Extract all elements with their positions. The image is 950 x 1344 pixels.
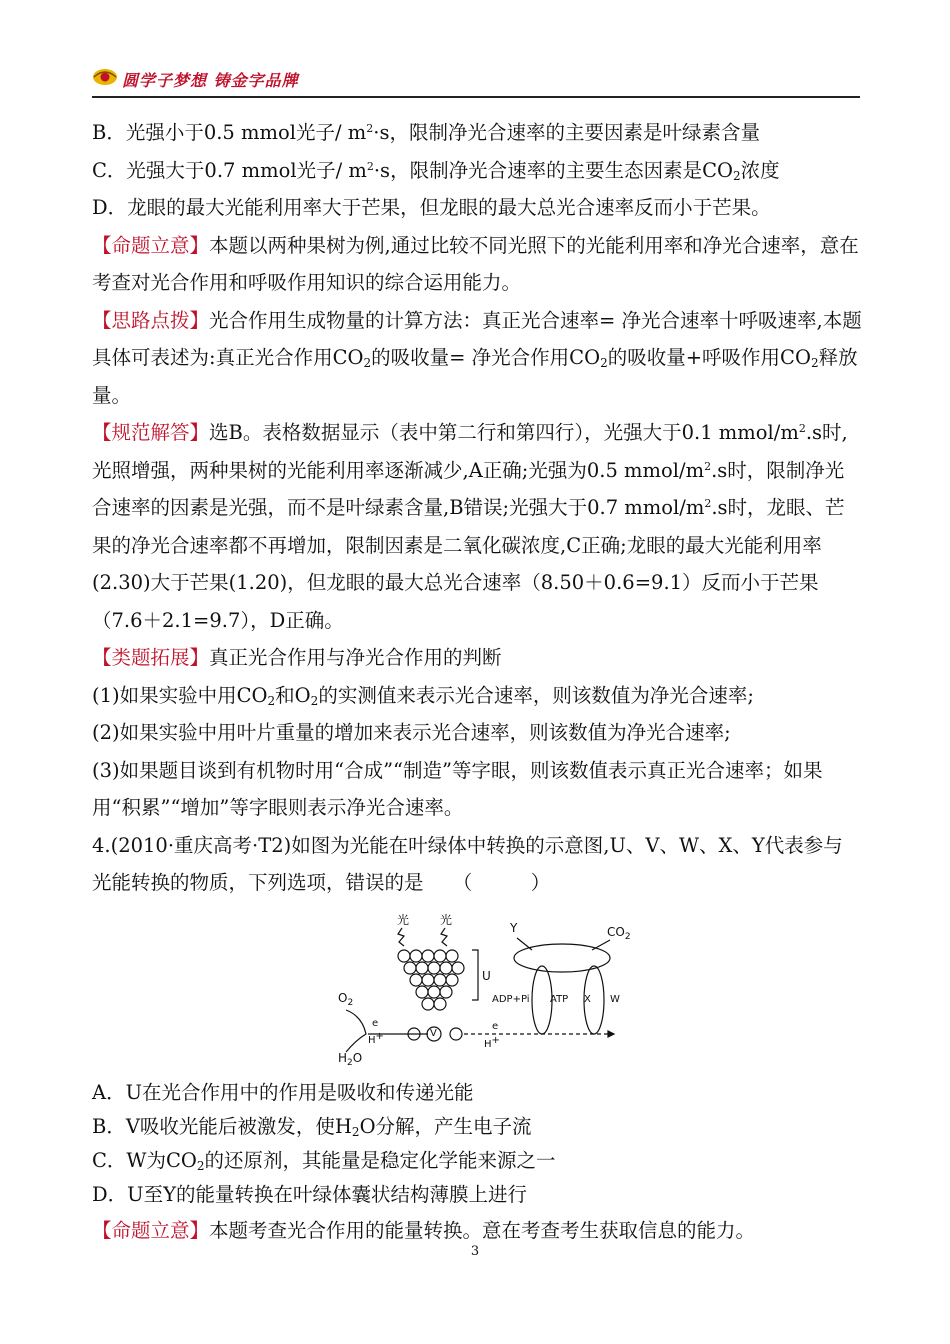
light-label-1: 光	[397, 912, 410, 927]
atp-cycle-loop	[532, 966, 552, 1034]
y-arrow	[517, 938, 532, 950]
light-ray-1	[398, 928, 404, 946]
u-bracket	[472, 950, 478, 1000]
section-purpose-q4: 【命题立意】本题考查光合作用的能量转换。意在考查考生获取信息的能力。	[92, 1218, 756, 1242]
section-tag: 【命题立意】	[92, 233, 210, 257]
page-number: 3	[470, 1244, 480, 1259]
light-energy-diagram	[332, 910, 632, 1070]
sun-logo-icon	[92, 67, 118, 87]
carrier-circle-2	[450, 1028, 462, 1040]
extension-item-1: (1)如果实验中用$CO_2$和$O_2$的实测值来表示光合速率，则该数值为净光合速率;	[92, 683, 754, 708]
water-split-curve	[346, 1010, 366, 1052]
option-a: A．U在光合作用中的作用是吸收和传递光能	[92, 1080, 474, 1104]
v-label: V	[430, 1027, 437, 1039]
extension-item-3: (3)如果题目谈到有机物时用“合成”“制造”等字眼，则该数值表示真正光合速率；如果用“积累”“增加”等字眼则表示净光合速率。	[92, 758, 823, 819]
option-b-top: B．光强小于0.5 mmol光子/ $m^2\cdot s$，限制净光合速率的主要因素是叶绿素含量	[92, 121, 760, 144]
e-label-2: e	[492, 1020, 499, 1032]
section-answer: 【规范解答】选B。表格数据显示（表中第二行和第四行），光强大于0.1 mmol/$m^2.s$时,光照增强，两种果树的光能利用率逐渐减少,A正确;光强为0.5 mmol/$m^2.s$时，限制净光合速率的因素是光强，而不是叶绿素含量,B错误;光强大于0.7 mmol/$m^2.s$时，龙眼、芒果的净光合速率都不再增加，限制因素是二氧化碳浓度,C正确;龙眼的最大光能利用率(2.30)大于芒果(1.20)，但龙眼的最大总光合速率（8.50＋0.6=9.1）反而小于芒果（7.6＋2.1=9.7），D正确。	[92, 421, 848, 632]
header-slogan: 圆学子梦想 铸金字品牌	[122, 71, 299, 90]
co2-label: $CO_2$	[607, 924, 631, 942]
adp-label: ADP+Pi	[492, 993, 530, 1005]
atp-label: ATP	[550, 993, 569, 1005]
x-label: X	[584, 993, 591, 1005]
option-d-top: D．龙眼的最大光能利用率大于芒果，但龙眼的最大总光合速率反而小于芒果。	[92, 196, 771, 219]
section-hint: 【思路点拨】光合作用生成物量的计算方法：真正光合速率= 净光合速率十呼吸速率,本题具体可表述为:真正光合作用$CO_2$的吸收量= 净光合作用$CO_2$的吸收量+呼吸作用$CO_2$释放量。	[92, 308, 862, 407]
co2-arrow	[592, 940, 610, 950]
option-d: D．U至Y的能量转换在叶绿体囊状结构薄膜上进行	[92, 1182, 527, 1206]
u-label: U	[482, 968, 491, 983]
h-label-2: H+	[484, 1034, 500, 1050]
question-4-options	[92, 1076, 862, 1212]
option-c: C．W为$CO_2$的还原剂，其能量是稳定化学能来源之一	[92, 1148, 556, 1173]
question-4-stem: 4.(2010·重庆高考·T2)如图为光能在叶绿体中转换的示意图,U、V、W、X、Y代表参与光能转换的物质，下列选项，错误的是 （ ）	[92, 833, 843, 894]
page-header	[92, 64, 860, 98]
document-body	[92, 114, 862, 1249]
arrow-head	[608, 1031, 614, 1037]
light-ray-2	[441, 928, 447, 946]
light-label-2: 光	[440, 912, 453, 927]
h2o-label: $H_2O$	[338, 1050, 363, 1068]
section-tag: 【类题拓展】	[92, 646, 210, 669]
option-c-top: C．光强大于0.7 mmol光子/ $m^2\cdot s$，限制净光合速率的主要生态因素是$CO_2$浓度	[92, 158, 780, 183]
y-label: Y	[510, 920, 518, 935]
section-extension: 【类题拓展】真正光合作用与净光合作用的判断	[92, 646, 502, 669]
pigment-cluster	[398, 950, 464, 1010]
o2-label: $O_2$	[338, 990, 354, 1008]
section-purpose: 【命题立意】本题以两种果树为例,通过比较不同光照下的光能利用率和净光合速率，意在考查对光合作用和呼吸作用知识的综合运用能力。	[92, 233, 859, 294]
h-label-1: H+	[368, 1030, 384, 1046]
extension-item-2: (2)如果实验中用叶片重量的增加来表示光合速率，则该数值为净光合速率;	[92, 721, 731, 744]
option-b: B．V吸收光能后被激发，使$H_2O$分解，产生电子流	[92, 1114, 532, 1139]
section-tag: 【思路点拨】	[92, 308, 210, 332]
e-label-1: e	[372, 1017, 379, 1029]
section-tag: 【命题立意】	[92, 1218, 210, 1242]
w-label: W	[610, 993, 620, 1005]
section-tag: 【规范解答】	[92, 421, 210, 444]
